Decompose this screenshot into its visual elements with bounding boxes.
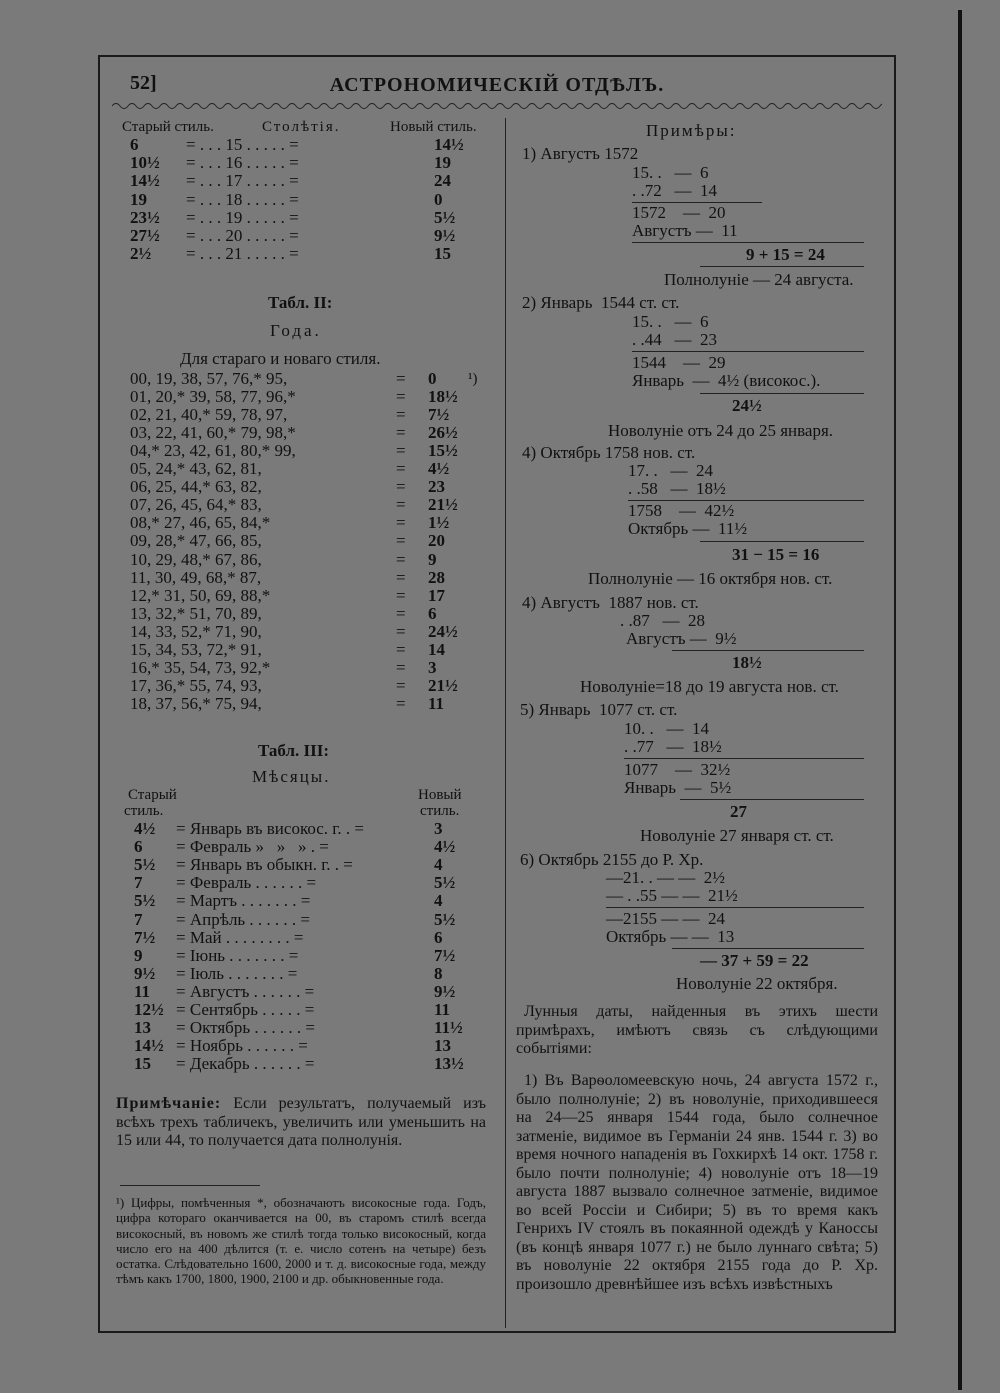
t3-month: = Ноябрь . . . . . . = bbox=[176, 1036, 308, 1056]
ex2-l2: . .44 — 23 bbox=[632, 330, 717, 349]
page-title: АСТРОНОМИЧЕСКІЙ ОТДѢЛЪ. bbox=[329, 74, 665, 96]
t2-equals-sign: = bbox=[396, 441, 406, 461]
examples-title: Примѣры: bbox=[646, 121, 737, 140]
t2-years: 18, 37, 56,* 75, 94, bbox=[130, 693, 262, 713]
ex1-l1: 15. . — 6 bbox=[632, 163, 709, 182]
t3-old-value: 7½ bbox=[134, 927, 156, 947]
t2-equals-sign: = bbox=[396, 495, 406, 515]
t2-years: 15, 34, 53, 72,* 91, bbox=[130, 639, 262, 659]
t3-old-value: 11 bbox=[134, 981, 151, 1001]
ex5-head: 5) Январь 1077 ст. ст. bbox=[520, 700, 678, 719]
t1-header-old: Старый стиль. bbox=[122, 119, 214, 135]
t2-years: 17, 36,* 55, 74, 93, bbox=[130, 675, 262, 695]
column-separator bbox=[505, 118, 506, 1328]
t3-old-value: 6 bbox=[134, 837, 143, 857]
ex2-result: Новолуніе отъ 24 до 25 января. bbox=[608, 421, 834, 440]
t1-new-value: 15 bbox=[434, 244, 451, 264]
t1-century: = . . . 15 . . . . . = bbox=[186, 135, 299, 154]
t3-new-value: 4 bbox=[434, 891, 443, 911]
t3-old-value: 15 bbox=[134, 1054, 151, 1074]
t2-equals-sign: = bbox=[396, 531, 406, 551]
ex5-sum: 27 bbox=[730, 802, 747, 821]
footnote: ¹) Цифры, помѣченныя *, обозначаютъ високосные года. Годъ, цифра котораго оканчивается на 00, въ старомъ стилѣ всегда високосный, въ новомъ же стилѣ тогда только високосный, когда число его на 400 дѣлится (т. е. число сотенъ на четыре) безъ остатка. Слѣдовательно 1600, 2000 и т. д. високосные года, между тѣмъ какъ 1700, 1800, 1900, 2100 и др. обыкновенные года. bbox=[116, 1195, 486, 1287]
ex3-result: Полнолуніе — 16 октября нов. ст. bbox=[588, 569, 833, 588]
note-text: Если результатъ, получаемый изъ всѣхъ трехъ табличекъ, увеличить или уменьшить на 15 или 44, то получается дата полнолунія. bbox=[116, 1095, 487, 1149]
ex3-l4: Октябрь — 11½ bbox=[628, 519, 748, 538]
ex4-l1: . .87 — 28 bbox=[620, 611, 705, 630]
ex2-l3: 1544 — 29 bbox=[632, 353, 726, 372]
t3-old-value: 4½ bbox=[134, 819, 156, 838]
t3-new-value: 8 bbox=[434, 963, 443, 983]
t3-month: = Февраль . . . . . . = bbox=[176, 873, 317, 893]
t3-month: = Мартъ . . . . . . . = bbox=[176, 891, 311, 911]
t3-caption: Табл. III: bbox=[258, 741, 330, 760]
ex6-l3: —2155 — — 24 bbox=[606, 909, 725, 928]
t2-years: 14, 33, 52,* 71, 90, bbox=[130, 621, 262, 641]
t1-new-value: 14½ bbox=[434, 135, 464, 154]
t3-new-value: 6 bbox=[434, 927, 443, 947]
ex1-l3: 1572 — 20 bbox=[632, 203, 726, 222]
t3-old-value: 13 bbox=[134, 1018, 151, 1038]
t2-equals-sign: = bbox=[396, 513, 406, 533]
t2-value: 20 bbox=[428, 531, 445, 551]
t2-value: 23 bbox=[428, 477, 445, 497]
t1-new-value: 9½ bbox=[434, 226, 456, 245]
t2-equals-sign: = bbox=[396, 477, 406, 497]
t1-century: = . . . 18 . . . . . = bbox=[186, 189, 299, 209]
t3-header-old-2: стиль. bbox=[124, 803, 164, 819]
t1-new-value: 19 bbox=[434, 153, 451, 173]
right-paragraph-1: Лунныя даты, найденныя въ этихъ шести примѣрахъ, имѣютъ связь съ слѣдующими событіями: bbox=[516, 1003, 878, 1057]
t1-century: = . . . 16 . . . . . = bbox=[186, 153, 299, 173]
t2-caption: Табл. II: bbox=[268, 293, 333, 312]
t1-old-value: 10½ bbox=[130, 153, 160, 173]
ex6-head: 6) Октябрь 2155 до Р. Хр. bbox=[520, 850, 704, 869]
ex3-head: 4) Октябрь 1758 нов. ст. bbox=[522, 443, 696, 462]
ex2-head: 2) Январь 1544 ст. ст. bbox=[522, 293, 680, 312]
t3-old-value: 14½ bbox=[134, 1036, 164, 1056]
t2-equals-sign: = bbox=[396, 387, 406, 407]
t2-value: 9 bbox=[428, 549, 437, 569]
ex2-sum: 24½ bbox=[732, 396, 762, 415]
t3-new-value: 4½ bbox=[434, 837, 456, 857]
t2-equals-sign: = bbox=[396, 459, 406, 479]
t2-years: 16,* 35, 54, 73, 92,* bbox=[130, 657, 271, 677]
t3-month: = Январь въ високос. г. . = bbox=[176, 819, 364, 838]
ex6-l4: Октябрь — — 13 bbox=[606, 927, 735, 946]
t2-equals-sign: = bbox=[396, 423, 406, 443]
t2-value: 11 bbox=[428, 693, 445, 713]
footnote-separator bbox=[120, 1185, 260, 1186]
ex6-result: Новолуніе 22 октября. bbox=[676, 974, 838, 993]
wavy-divider bbox=[112, 100, 882, 112]
t3-old-value: 7 bbox=[134, 909, 143, 929]
t2-years: 06, 25, 44,* 63, 82, bbox=[130, 477, 262, 497]
ex5-l3: 1077 — 32½ bbox=[624, 760, 731, 779]
ex4-sum: 18½ bbox=[732, 653, 762, 672]
t2-value: 18½ bbox=[428, 387, 458, 407]
t3-month: = Августъ . . . . . . = bbox=[176, 981, 315, 1001]
t3-new-value: 13½ bbox=[434, 1054, 464, 1074]
t2-value: 0 bbox=[428, 369, 437, 388]
t1-old-value: 27½ bbox=[130, 226, 160, 245]
t2-equals-sign: = bbox=[396, 603, 406, 623]
t1-old-value: 6 bbox=[130, 135, 139, 154]
t2-years: 10, 29, 48,* 67, 86, bbox=[130, 549, 262, 569]
t1-new-value: 24 bbox=[434, 171, 451, 191]
t3-month: = Январь въ обыкн. г. . = bbox=[176, 855, 353, 875]
ex6-sum: — 37 + 59 = 22 bbox=[700, 951, 809, 970]
t1-header-new: Новый стиль. bbox=[390, 119, 477, 135]
note-label: Примѣчаніе: bbox=[116, 1095, 222, 1112]
t2-years: 02, 21, 40,* 59, 78, 97, bbox=[130, 405, 288, 425]
t3-header-new-2: стиль. bbox=[420, 803, 460, 819]
ex5-l1: 10. . — 14 bbox=[624, 719, 709, 738]
ex5-l2: . .77 — 18½ bbox=[624, 737, 722, 756]
t2-years: 00, 19, 38, 57, 76,* 95, bbox=[130, 369, 288, 388]
t2-years: 09, 28,* 47, 66, 85, bbox=[130, 531, 262, 551]
t3-new-value: 5½ bbox=[434, 873, 456, 893]
ex3-l3: 1758 — 42½ bbox=[628, 501, 735, 520]
t2-value: 6 bbox=[428, 603, 437, 623]
t3-month: = Сентябрь . . . . . = bbox=[176, 1000, 315, 1019]
t2-value: 15½ bbox=[428, 441, 458, 461]
ex4-head: 4) Августъ 1887 нов. ст. bbox=[522, 593, 699, 612]
ex1-head: 1) Августъ 1572 bbox=[522, 144, 639, 163]
t2-years: 11, 30, 49, 68,* 87, bbox=[130, 567, 262, 587]
t2-years: 08,* 27, 46, 65, 84,* bbox=[130, 513, 271, 533]
t3-month: = Іюль . . . . . . . = bbox=[176, 963, 298, 983]
t1-new-value: 0 bbox=[434, 189, 443, 209]
t2-value: 26½ bbox=[428, 423, 458, 443]
ex6-l2: — . .55 — — 21½ bbox=[606, 886, 738, 905]
t3-header-new-1: Новый bbox=[418, 787, 462, 803]
scan-edge-bar bbox=[958, 10, 962, 1390]
t3-old-value: 12½ bbox=[134, 1000, 164, 1019]
t2-title: Года. bbox=[270, 321, 322, 340]
t2-value: 28 bbox=[428, 567, 445, 587]
t2-years: 07, 26, 45, 64,* 83, bbox=[130, 495, 262, 515]
t3-new-value: 7½ bbox=[434, 945, 456, 965]
t2-value: 21½ bbox=[428, 675, 458, 695]
t2-value: 3 bbox=[428, 657, 437, 677]
t2-years: 13, 32,* 51, 70, 89, bbox=[130, 603, 262, 623]
right-paragraph-2: 1) Въ Варѳоломеевскую ночь, 24 августа 1572 г., было полнолуніе; 2) въ новолуніе, приходившееся на 24—25 января 1544 года, было солнечное затменіе, видимое въ Германіи 24 янв. 1544 г. 3) во время ночного нападенія въ Гохкирхѣ 14 окт. 1758 г. было почти полнолуніе; 4) новолуніе отъ 18—19 августа 1887 вызвало солнечное затменіе, видимое во всей Россіи и Сибири; 5) въ то время какъ Генрихъ IV стоялъ въ покаянной одеждѣ у Каноссы (въ концѣ января 1077 г.) не было луннаго свѣта; 5) въ новолуніе 22 октября 2155 года до Р. Хр. произошло древнѣйшее изъ всѣхъ извѣстныхъ bbox=[516, 1072, 878, 1293]
t2-equals-sign: = bbox=[396, 567, 406, 587]
ex1-result: Полнолуніе — 24 августа. bbox=[664, 270, 854, 289]
ex5-result: Новолуніе 27 января ст. ст. bbox=[640, 826, 834, 845]
page-header bbox=[100, 72, 894, 102]
t1-century: = . . . 19 . . . . . = bbox=[186, 207, 299, 227]
t3-new-value: 4 bbox=[434, 855, 443, 875]
t3-month: = Октябрь . . . . . . = bbox=[176, 1018, 315, 1038]
t3-header-old-1: Старый bbox=[128, 787, 177, 803]
t2-equals-sign: = bbox=[396, 585, 406, 605]
t1-old-value: 2½ bbox=[130, 244, 152, 264]
t2-years: 12,* 31, 50, 69, 88,* bbox=[130, 585, 271, 605]
ex3-l2: . .58 — 18½ bbox=[628, 479, 726, 498]
t3-month: = Іюнь . . . . . . . = bbox=[176, 945, 299, 965]
t3-new-value: 13 bbox=[434, 1036, 451, 1056]
t2-value: 14 bbox=[428, 639, 445, 659]
ex3-l1: 17. . — 24 bbox=[628, 461, 713, 480]
t2-years: 05, 24,* 43, 62, 81, bbox=[130, 459, 262, 479]
t3-new-value: 11½ bbox=[434, 1018, 463, 1038]
ex3-sum: 31 − 15 = 16 bbox=[732, 545, 820, 564]
t3-new-value: 5½ bbox=[434, 909, 456, 929]
t2-value: 1½ bbox=[428, 513, 450, 533]
ex1-l2: . .72 — 14 bbox=[632, 181, 717, 200]
t1-century: = . . . 20 . . . . . = bbox=[186, 226, 299, 245]
t3-old-value: 9 bbox=[134, 945, 143, 965]
t2-equals-sign: = bbox=[396, 657, 406, 677]
t2-equals-sign: = bbox=[396, 369, 406, 388]
t3-old-value: 7 bbox=[134, 873, 143, 893]
t2-years: 03, 22, 41, 60,* 79, 98,* bbox=[130, 423, 296, 443]
t1-century: = . . . 21 . . . . . = bbox=[186, 244, 299, 264]
t2-equals-sign: = bbox=[396, 675, 406, 695]
t3-month: = Декабрь . . . . . . = bbox=[176, 1054, 315, 1074]
t2-value: 4½ bbox=[428, 459, 450, 479]
ex2-l4: Январь — 4½ (високос.). bbox=[632, 371, 821, 390]
ex4-l2: Августъ — 9½ bbox=[626, 629, 737, 648]
t1-century: = . . . 17 . . . . . = bbox=[186, 171, 299, 191]
t1-old-value: 23½ bbox=[130, 207, 160, 227]
t1-new-value: 5½ bbox=[434, 207, 456, 227]
t3-old-value: 5½ bbox=[134, 855, 156, 875]
t3-old-value: 5½ bbox=[134, 891, 156, 911]
t2-value: 7½ bbox=[428, 405, 450, 425]
t3-old-value: 9½ bbox=[134, 963, 156, 983]
t2-value: 21½ bbox=[428, 495, 458, 515]
t3-new-value: 9½ bbox=[434, 981, 456, 1001]
t3-month: = Апрѣль . . . . . . = bbox=[176, 909, 311, 929]
t2-subtitle: Для стараго и новаго стиля. bbox=[180, 349, 381, 368]
t2-equals-sign: = bbox=[396, 639, 406, 659]
ex1-sum: 9 + 15 = 24 bbox=[746, 245, 825, 264]
note bbox=[116, 1095, 486, 1151]
ex4-result: Новолуніе=18 до 19 августа нов. ст. bbox=[580, 677, 839, 696]
ex2-l1: 15. . — 6 bbox=[632, 312, 709, 331]
t1-header-century: Столѣтія. bbox=[262, 119, 341, 135]
t2-years: 04,* 23, 42, 61, 80,* 99, bbox=[130, 441, 296, 461]
ex6-l1: —21. . — — 2½ bbox=[606, 868, 725, 887]
t2-equals-sign: = bbox=[396, 693, 406, 713]
t2-value: 17 bbox=[428, 585, 445, 605]
t1-old-value: 19 bbox=[130, 189, 147, 209]
page-number: 52] bbox=[130, 72, 157, 94]
ex5-l4: Январь — 5½ bbox=[624, 778, 732, 797]
t3-new-value: 11 bbox=[434, 1000, 451, 1019]
t1-old-value: 14½ bbox=[130, 171, 160, 191]
t2-years: 01, 20,* 39, 58, 77, 96,* bbox=[130, 387, 296, 407]
footnote-mark: ¹) bbox=[468, 371, 478, 387]
t2-equals-sign: = bbox=[396, 549, 406, 569]
t3-month: = Май . . . . . . . . = bbox=[176, 927, 304, 947]
ex1-l4: Августъ — 11 bbox=[632, 221, 738, 240]
t3-title: Мѣсяцы. bbox=[252, 767, 331, 786]
t3-month: = Февраль » » » . = bbox=[176, 837, 329, 857]
t2-equals-sign: = bbox=[396, 621, 406, 641]
t2-value: 24½ bbox=[428, 621, 458, 641]
t3-new-value: 3 bbox=[434, 819, 443, 838]
t2-equals-sign: = bbox=[396, 405, 406, 425]
